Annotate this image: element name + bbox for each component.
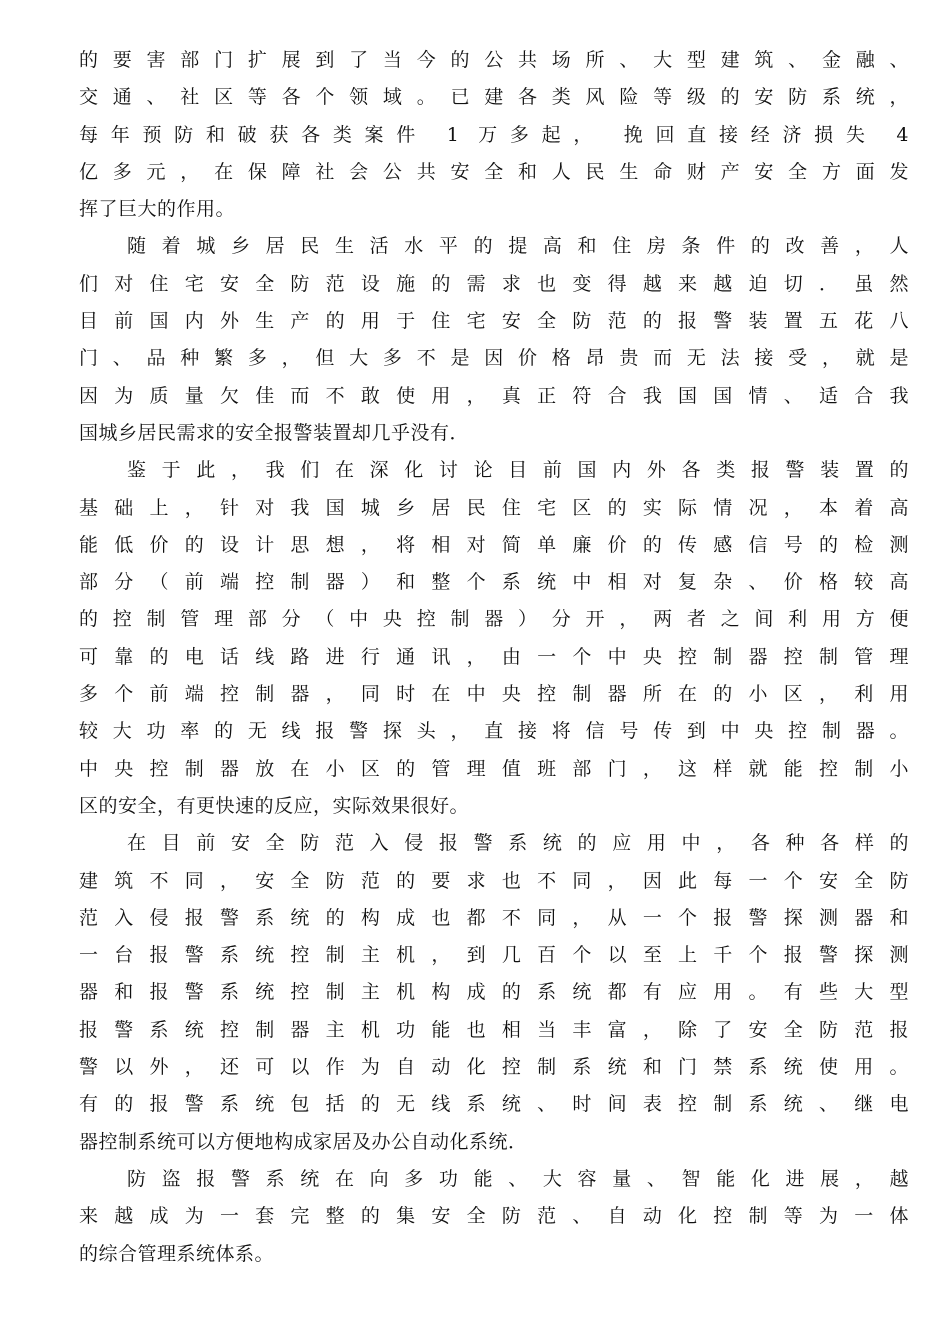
- text-line: 目前国内外生产的用于住宅安全防范的报警装置五花八: [79, 310, 909, 333]
- text-line: 基础上，针对我国城乡居民住宅区的实际情况，本着高: [79, 496, 909, 519]
- text-line: 范入侵报警系统的构成也都不同，从一个报警探测器和: [79, 906, 909, 929]
- text-line: 国城乡居民需求的安全报警装置却几乎没有．: [79, 421, 470, 444]
- text-line: 多个前端控制器，同时在中央控制器所在的小区，利用: [79, 683, 909, 706]
- text-line: 警以外，还可以作为自动化控制系统和门禁系统使用。: [79, 1056, 909, 1079]
- text-line: 能低价的设计思想，将相对简单廉价的传感信号的检测: [79, 533, 909, 556]
- text-line: 门、品种繁多，但大多不是因价格昂贵而无法接受，就是: [79, 347, 909, 370]
- text-line: 交通、社区等各个领域。已建各类风险等级的安防系统，: [79, 86, 909, 109]
- text-line: 的要害部门扩展到了当今的公共场所、大型建筑、金融、: [79, 49, 909, 71]
- text-line: 随着城乡居民生活水平的提高和住房条件的改善，人: [127, 235, 909, 258]
- text-line: 一台报警系统控制主机，到几百个以至上千个报警探测: [79, 944, 909, 967]
- text-line: 因为质量欠佳而不敢使用，真正符合我国国情、适合我: [79, 384, 909, 407]
- text-line: 报警系统控制器主机功能也相当丰富，除了安全防范报: [79, 1018, 909, 1041]
- text-line: 中央控制器放在小区的管理值班部门，这样就能控制小: [79, 757, 909, 780]
- text-line: 们对住宅安全防范设施的需求也变得越来越迫切．虽然: [79, 272, 909, 295]
- text-line: 来越成为一套完整的集安全防范、自动化控制等为一体: [79, 1205, 909, 1228]
- text-line: 的综合管理系统体系。: [79, 1242, 275, 1265]
- text-line: 部分（前端控制器）和整个系统中相对复杂、价格较高: [79, 571, 909, 594]
- text-line: 器控制系统可以方便地构成家居及办公自动化系统．: [79, 1130, 528, 1153]
- text-line: 可靠的电话线路进行通讯，由一个中央控制器控制管理: [79, 645, 909, 668]
- text-line: 在目前安全防范入侵报警系统的应用中，各种各样的: [127, 832, 909, 855]
- text-line: 的控制管理部分（中央控制器）分开，两者之间利用方便: [79, 608, 909, 631]
- text-line: 区的安全，有更快速的反应，实际效果很好。: [79, 794, 470, 817]
- text-line: 建筑不同，安全防范的要求也不同，因此每一个安全防: [79, 869, 909, 892]
- text-line: 器和报警系统控制主机构成的系统都有应用。有些大型: [79, 981, 909, 1004]
- text-line: 较大功率的无线报警探头，直接将信号传到中央控制器。: [79, 720, 909, 743]
- text-line: 亿多元，在保障社会公共安全和人民生命财产安全方面发: [79, 160, 909, 183]
- body-text: [79, 42, 909, 1273]
- text-line: 鉴于此，我们在深化讨论目前国内外各类报警装置的: [127, 459, 909, 482]
- text-line: 挥了巨大的作用。: [79, 198, 236, 221]
- text-line: 防盗报警系统在向多功能、大容量、智能化进展，越: [127, 1167, 909, 1190]
- text-line: 每年预防和破获各类案件 1 万多起， 挽回直接经济损失 4: [79, 123, 909, 146]
- text-line: 有的报警系统包括的无线系统、时间表控制系统、继电: [79, 1093, 909, 1116]
